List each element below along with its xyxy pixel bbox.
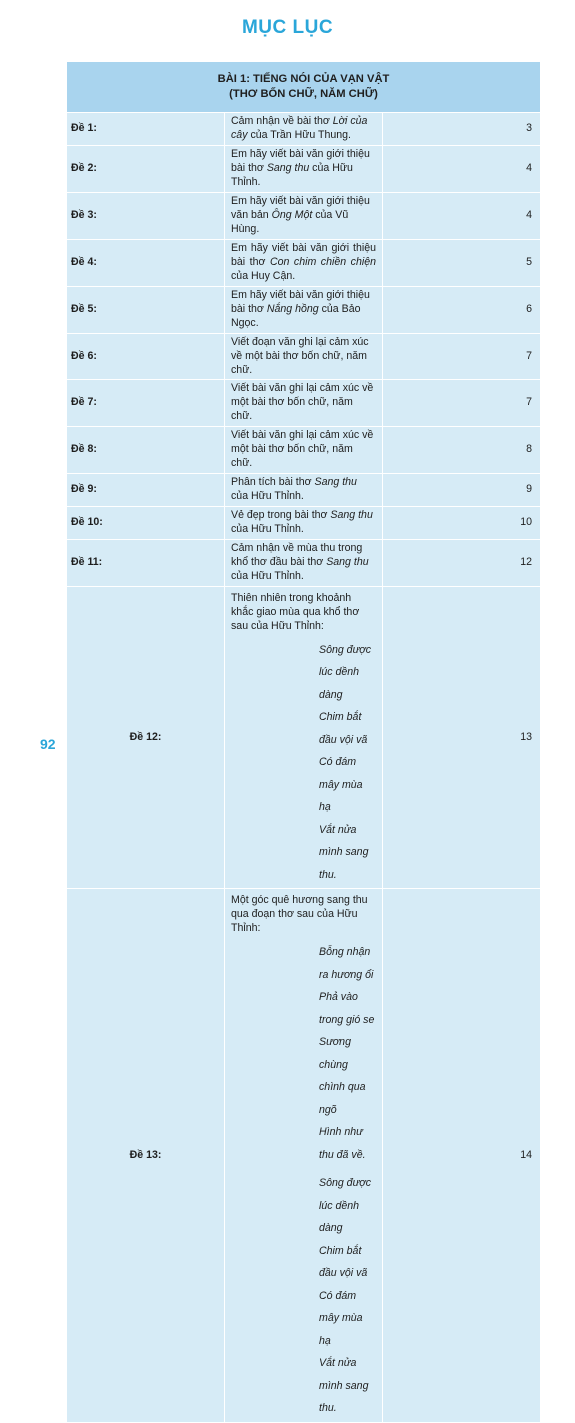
toc-label: Đề 9: [67, 474, 225, 507]
toc-label: Đề 13: [67, 889, 225, 1422]
poem-stanza [231, 941, 376, 1166]
toc-label: Đề 3: [67, 192, 225, 239]
toc-page-number: 4 [383, 145, 541, 192]
toc-text [225, 333, 383, 380]
toc-label: Đề 12: [67, 587, 225, 889]
toc-text [225, 286, 383, 333]
toc-row-8[interactable] [67, 427, 541, 474]
toc-row-7[interactable] [67, 380, 541, 427]
toc-text-title: Sang thu [330, 509, 373, 522]
poem-line: Vắt nửa mình sang thu. [319, 823, 369, 881]
toc-label: Đề 11: [67, 540, 225, 587]
poem-stanza [231, 639, 376, 887]
toc-text [225, 380, 383, 427]
toc-text-pre: Phân tích bài thơ [231, 476, 315, 489]
toc-row-6[interactable] [67, 333, 541, 380]
toc-page-number: 10 [383, 507, 541, 540]
toc-text-title: Ông Một [271, 208, 313, 221]
toc-text-pre: Viết bài văn ghi lại cảm xúc về một bài thơ bốn chữ, năm chữ. [231, 429, 374, 470]
toc-text-title: Con chim chiền chiện [269, 255, 376, 268]
toc-text-pre: Viết bài văn ghi lại cảm xúc về một bài thơ bốn chữ, năm chữ. [231, 382, 374, 423]
toc-text-pre: Vẻ đẹp trong bài thơ [231, 509, 331, 522]
section-header-row [67, 62, 541, 113]
toc-text [225, 474, 383, 507]
toc-text-post: của Hữu Thỉnh. [231, 523, 304, 536]
toc-page-number: 14 [383, 889, 541, 1422]
poem-line: Vắt nửa mình sang thu. [319, 1357, 369, 1415]
section-header [67, 62, 541, 113]
toc-label: Đề 7: [67, 380, 225, 427]
toc-text-post: của Trần Hữu Thung. [247, 128, 351, 141]
toc-text-pre: Em hãy viết bài văn giới thiệu bài thơ [231, 147, 370, 174]
toc-row-4[interactable] [67, 239, 541, 286]
section-subtitle: (THƠ BỐN CHỮ, NĂM CHỮ) [229, 88, 378, 100]
toc-page-number: 3 [383, 113, 541, 146]
toc-label: Đề 6: [67, 333, 225, 380]
toc-text-title: Sang thu [314, 476, 357, 489]
toc-text-pre: Cảm nhận về bài thơ [231, 115, 333, 127]
toc-text-title: Lời của cây [231, 115, 368, 141]
toc-page-number: 8 [383, 427, 541, 474]
toc-row-2[interactable] [67, 145, 541, 192]
toc-row-10[interactable] [67, 507, 541, 540]
toc-text-post: của Hữu Thỉnh. [231, 490, 304, 503]
poem-line: Sương chùng chình qua ngõ [319, 1036, 366, 1116]
toc-page-number: 9 [383, 474, 541, 507]
poem-line: Sông được lúc dềnh dàng [319, 643, 371, 701]
page-title: MỤC LỤC [241, 17, 334, 38]
toc-page-number: 7 [383, 380, 541, 427]
toc-label: Đề 4: [67, 239, 225, 286]
poem-line: Có đám mây mùa hạ [319, 756, 363, 814]
toc-text-pre: Em hãy viết bài văn giới thiệu bài thơ [231, 241, 376, 268]
toc-row-11[interactable] [67, 540, 541, 587]
toc-text-post: của Bảo Ngọc. [231, 302, 361, 329]
poem-line: Bỗng nhận ra hương ổi [319, 946, 374, 981]
poem-line: Hình như thu đã về. [319, 1126, 366, 1161]
toc-page-number: 4 [383, 192, 541, 239]
toc-text [225, 239, 383, 286]
toc-page-number: 5 [383, 239, 541, 286]
toc-text-pre: Cảm nhận về mùa thu trong khổ thơ đầu bài thơ [231, 542, 363, 569]
toc-label: Đề 1: [67, 113, 225, 146]
toc-page-number: 12 [383, 540, 541, 587]
toc-page-number: 6 [383, 286, 541, 333]
toc-row-5[interactable] [67, 286, 541, 333]
toc-table [66, 61, 541, 1423]
toc-text [225, 113, 383, 146]
toc-text [225, 427, 383, 474]
toc-text [225, 587, 383, 889]
poem-line: Sông được lúc dềnh dàng [319, 1177, 371, 1235]
poem-line: Phả vào trong gió se [319, 991, 375, 1026]
toc-row-9[interactable] [67, 474, 541, 507]
poem-stanza [231, 1172, 376, 1420]
toc-row-12[interactable] [67, 587, 541, 889]
toc-row-1[interactable] [67, 113, 541, 146]
toc-row-13[interactable] [67, 889, 541, 1422]
page-number: 92 [40, 736, 56, 752]
toc-page-number: 13 [383, 587, 541, 889]
toc-text-title: Nắng hồng [266, 302, 319, 315]
toc-text [225, 192, 383, 239]
toc-text-title: Sang thu [266, 161, 310, 174]
toc-entries [67, 113, 541, 587]
toc-text-post: của Hữu Thỉnh. [231, 570, 304, 583]
poem-intro: Thiên nhiên trong khoảnh khắc giao mùa qua khổ thơ sau của Hữu Thỉnh: [231, 592, 360, 632]
toc-label: Đề 8: [67, 427, 225, 474]
poem-line: Chim bắt đầu vội vã [319, 711, 368, 746]
toc-text [225, 540, 383, 587]
toc-text-pre: Em hãy viết bài văn giới thiệu văn bản [231, 194, 370, 221]
toc-text-pre: Viết đoạn văn ghi lại cảm xúc về một bài thơ bốn chữ, năm chữ. [231, 335, 369, 376]
toc-text [225, 507, 383, 540]
toc-label: Đề 10: [67, 507, 225, 540]
toc-text [225, 145, 383, 192]
toc-text-post: của Hữu Thỉnh. [231, 161, 353, 188]
toc-text-title: Sang thu [326, 556, 369, 569]
toc-text [225, 889, 383, 1422]
poem-line: Chim bắt đầu vội vã [319, 1244, 368, 1280]
section-title: BÀI 1: TIẾNG NÓI CỦA VẠN VẬT [217, 72, 390, 85]
poem-line: Có đám mây mùa hạ [319, 1289, 363, 1347]
toc-text-pre: Em hãy viết bài văn giới thiệu bài thơ [231, 288, 370, 315]
toc-text-post: của Huy Cận. [231, 269, 296, 282]
poem-intro: Một góc quê hương sang thu qua đoạn thơ sau của Hữu Thỉnh: [231, 894, 368, 935]
toc-label: Đề 2: [67, 145, 225, 192]
toc-page-number: 7 [383, 333, 541, 380]
toc-text-post: của Vũ Hùng. [231, 208, 349, 235]
toc-row-3[interactable] [67, 192, 541, 239]
toc-label: Đề 5: [67, 286, 225, 333]
